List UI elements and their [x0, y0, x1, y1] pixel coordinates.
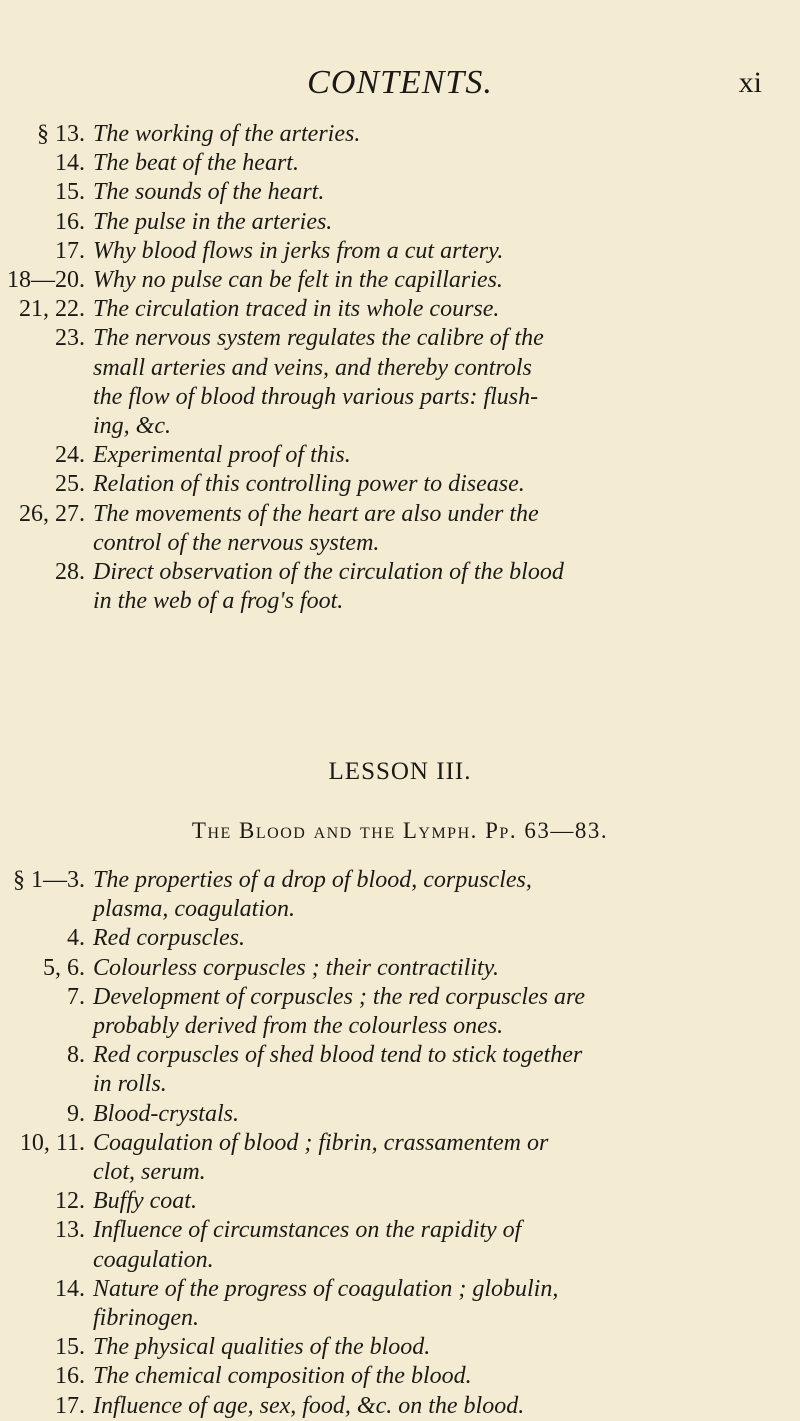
entry-text: [93, 1129, 768, 1187]
entry-text: [93, 1187, 768, 1216]
entry-line: The chemical composition of the blood.: [93, 1363, 472, 1390]
contents-entry: [0, 1187, 800, 1216]
entry-line: Nature of the progress of coagulation ; globulin,: [93, 1275, 559, 1302]
section-number: 5, 6.: [43, 954, 85, 981]
section-number: 4.: [67, 925, 85, 952]
contents-entry: [0, 1041, 800, 1099]
entry-line: The pulse in the arteries.: [93, 208, 333, 235]
contents-entry: [0, 120, 800, 149]
entry-line: fibrinogen.: [93, 1305, 199, 1332]
entry-line: plasma, coagulation.: [93, 896, 295, 923]
contents-entry: [0, 1129, 800, 1187]
contents-entry: [0, 237, 800, 266]
entry-text: [93, 1392, 768, 1421]
contents-entry: [0, 149, 800, 178]
entry-line: Coagulation of blood ; fibrin, crassamentem or: [93, 1129, 549, 1156]
entry-line: Direct observation of the circulation of the blood: [93, 559, 564, 586]
entry-line: Development of corpuscles ; the red corpuscles are: [93, 983, 586, 1010]
contents-entry: [0, 558, 800, 616]
entry-text: [93, 266, 768, 295]
contents-entry: [0, 324, 800, 441]
section-number: 14.: [55, 1275, 85, 1302]
section-number: 23.: [55, 325, 85, 352]
entry-text: [93, 178, 768, 207]
entry-line: Blood-crystals.: [93, 1100, 239, 1127]
entry-line: Colourless corpuscles ; their contractility.: [93, 954, 499, 981]
entry-text: [93, 1333, 768, 1362]
contents-entry: [0, 1392, 800, 1421]
section-number: § 1—3.: [13, 867, 85, 893]
entry-text: [93, 1041, 768, 1099]
section-number: 10, 11.: [19, 1129, 85, 1156]
section-number: 16.: [55, 1363, 85, 1390]
entry-line: Influence of circumstances on the rapidity of: [93, 1217, 522, 1244]
lesson-subheading: The Blood and the Lymph. Pp. 63—83.: [191, 818, 609, 843]
contents-entry: [0, 983, 800, 1041]
entry-line: Red corpuscles of shed blood tend to stick together: [93, 1042, 583, 1069]
page-title: CONTENTS.: [307, 64, 493, 101]
section-number: 13.: [55, 1217, 85, 1244]
contents-entry: [0, 1216, 800, 1274]
entry-text: [93, 954, 768, 983]
entry-line: the flow of blood through various parts: flush-: [93, 383, 539, 410]
entry-line: Why blood flows in jerks from a cut artery.: [93, 237, 504, 264]
section-number: 17.: [55, 237, 85, 264]
entry-text: [93, 237, 768, 266]
entry-line: The beat of the heart.: [93, 150, 299, 177]
entry-line: The physical qualities of the blood.: [93, 1334, 431, 1361]
contents-entry: [0, 1333, 800, 1362]
entry-text: [93, 866, 768, 924]
contents-entry: [0, 266, 800, 295]
entry-line: in rolls.: [93, 1071, 167, 1098]
entry-text: [93, 295, 768, 324]
entry-text: [93, 924, 768, 953]
entry-line: small arteries and veins, and thereby controls: [93, 354, 532, 381]
section-number: § 13.: [37, 121, 85, 147]
contents-entry: [0, 1100, 800, 1129]
contents-list-lesson-ii: [0, 120, 800, 616]
entry-text: [93, 120, 768, 149]
contents-entry: [0, 178, 800, 207]
section-number: 28.: [55, 559, 85, 586]
contents-entry: [0, 500, 800, 558]
section-number: 17.: [55, 1392, 85, 1419]
entry-text: [93, 500, 768, 558]
entry-line: Relation of this controlling power to disease.: [93, 471, 525, 498]
contents-entry: [0, 866, 800, 924]
contents-entry: [0, 924, 800, 953]
section-number: 12.: [55, 1188, 85, 1215]
section-number: 16.: [55, 208, 85, 235]
contents-entry: [0, 295, 800, 324]
entry-line: The nervous system regulates the calibre of the: [93, 325, 544, 352]
entry-text: [93, 1362, 768, 1391]
entry-line: The properties of a drop of blood, corpuscles,: [93, 867, 532, 893]
contents-entry: [0, 441, 800, 470]
entry-line: ing, &c.: [93, 413, 171, 440]
entry-line: The movements of the heart are also under the: [93, 500, 539, 527]
contents-entry: [0, 208, 800, 237]
entry-line: coagulation.: [93, 1246, 214, 1273]
contents-list-lesson-iii: [0, 866, 800, 1421]
running-head: [0, 64, 800, 104]
entry-text: [93, 558, 768, 616]
entry-text: [93, 324, 768, 441]
contents-entry: [0, 1362, 800, 1391]
contents-entry: [0, 470, 800, 499]
entry-line: in the web of a frog's foot.: [93, 588, 344, 615]
section-number: 7.: [67, 983, 85, 1010]
section-number: 14.: [55, 150, 85, 177]
entry-line: Experimental proof of this.: [93, 442, 351, 469]
lesson-heading: LESSON III.: [328, 758, 472, 785]
section-number: 26, 27.: [19, 500, 85, 527]
page-number: xi: [738, 66, 762, 99]
section-number: 24.: [55, 442, 85, 469]
entry-line: The working of the arteries.: [93, 121, 361, 147]
entry-line: Red corpuscles.: [93, 925, 245, 952]
entry-line: clot, serum.: [93, 1159, 206, 1186]
entry-text: [93, 208, 768, 237]
entry-text: [93, 1100, 768, 1129]
entry-line: probably derived from the colourless ones.: [93, 1013, 504, 1040]
entry-line: The circulation traced in its whole course.: [93, 296, 500, 323]
entry-line: The sounds of the heart.: [93, 179, 325, 206]
contents-entry: [0, 954, 800, 983]
section-number: 15.: [55, 1334, 85, 1361]
entry-line: Influence of age, sex, food, &c. on the blood.: [93, 1392, 525, 1419]
section-number: 25.: [55, 471, 85, 498]
entry-text: [93, 1275, 768, 1333]
entry-text: [93, 1216, 768, 1274]
entry-text: [93, 983, 768, 1041]
section-number: 8.: [67, 1042, 85, 1069]
section-number: 18—20.: [7, 267, 85, 294]
entry-text: [93, 470, 768, 499]
entry-text: [93, 149, 768, 178]
contents-entry: [0, 1275, 800, 1333]
section-number: 21, 22.: [19, 296, 85, 323]
section-number: 15.: [55, 179, 85, 206]
section-number: 9.: [67, 1100, 85, 1127]
entry-text: [93, 441, 768, 470]
entry-line: Buffy coat.: [93, 1188, 197, 1215]
entry-line: control of the nervous system.: [93, 529, 380, 556]
entry-line: Why no pulse can be felt in the capillaries.: [93, 267, 503, 294]
